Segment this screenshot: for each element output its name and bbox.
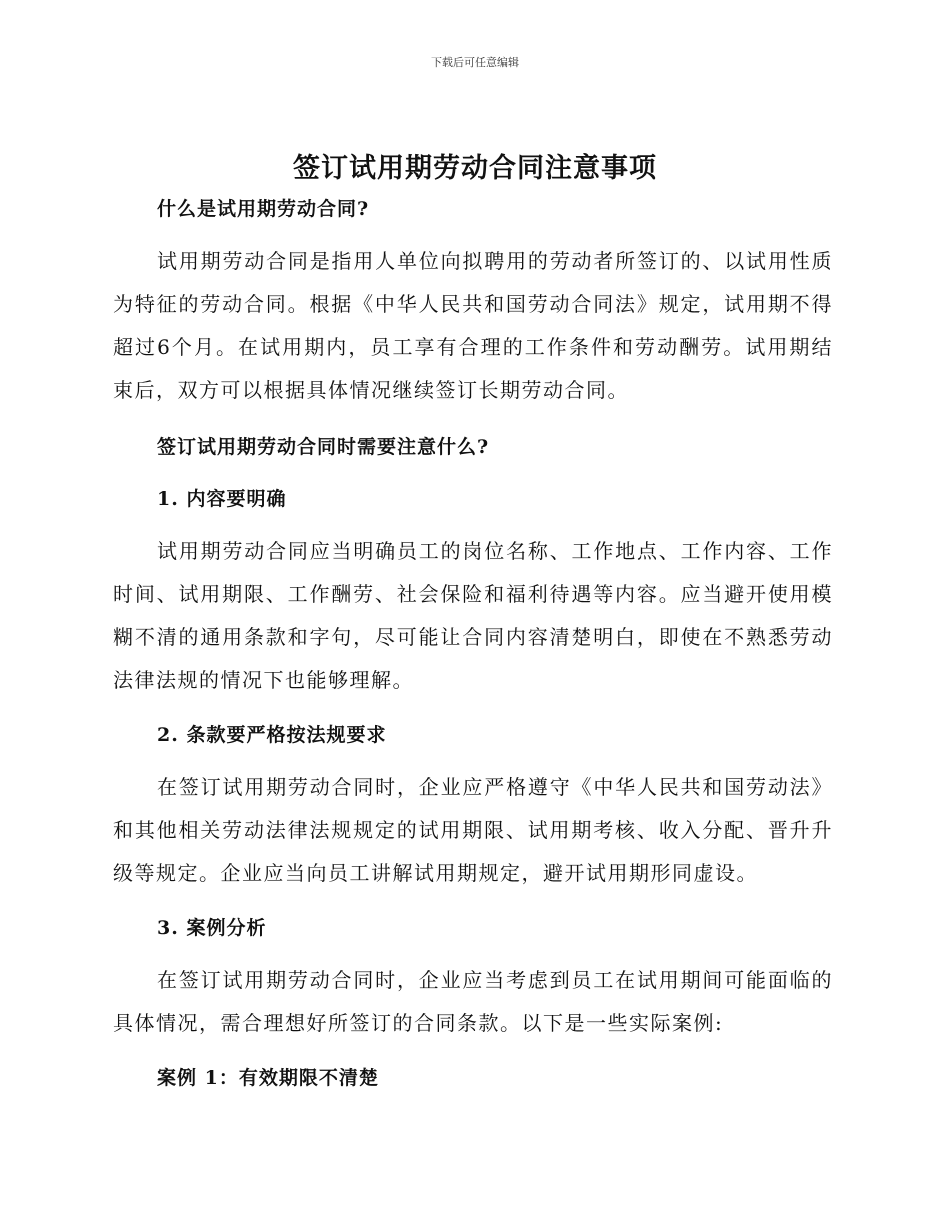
paragraph-content-clear: 试用期劳动合同应当明确员工的岗位名称、工作地点、工作内容、工作时间、试用期限、工作酬劳、社会保险和福利待遇等内容。应当避开使用模糊不清的通用条款和字句，尽可能让合同内容清楚明白，即使在不熟悉劳动法律法规的情况下也能够理解。	[113, 539, 833, 692]
case-heading-1: 案例 1：有效期限不清楚	[157, 1067, 379, 1089]
paragraph-definition: 试用期劳动合同是指用人单位向拟聘用的劳动者所签订的、以试用性质为特征的劳动合同。根据《中华人民共和国劳动合同法》规定，试用期不得超过6个月。在试用期内，员工享有合理的工作条件和劳动酬劳。试用期结束后，双方可以根据具体情况继续签订长期劳动合同。	[113, 249, 833, 402]
item-heading-regulations: 2. 条款要严格按法规要求	[157, 724, 387, 746]
item-heading-case-analysis: 3. 案例分析	[157, 917, 267, 939]
paragraph-regulations: 在签订试用期劳动合同时，企业应严格遵守《中华人民共和国劳动法》和其他相关劳动法律法规规定的试用期限、试用期考核、收入分配、晋升升级等规定。企业应当向员工讲解试用期规定，避开试用期形同虚设。	[113, 775, 833, 885]
header-note: 下载后可任意编辑	[431, 56, 519, 69]
section-heading-what-is: 什么是试用期劳动合同?	[157, 198, 370, 220]
paragraph-case-analysis: 在签订试用期劳动合同时，企业应当考虑到员工在试用期间可能面临的具体情况，需合理想好所签订的合同条款。以下是一些实际案例:	[113, 968, 833, 1035]
section-heading-notes: 签订试用期劳动合同时需要注意什么?	[157, 436, 490, 458]
document-body	[113, 190, 833, 1097]
item-heading-content-clear: 1. 内容要明确	[157, 488, 287, 510]
document-title: 签订试用期劳动合同注意事项	[293, 153, 657, 184]
